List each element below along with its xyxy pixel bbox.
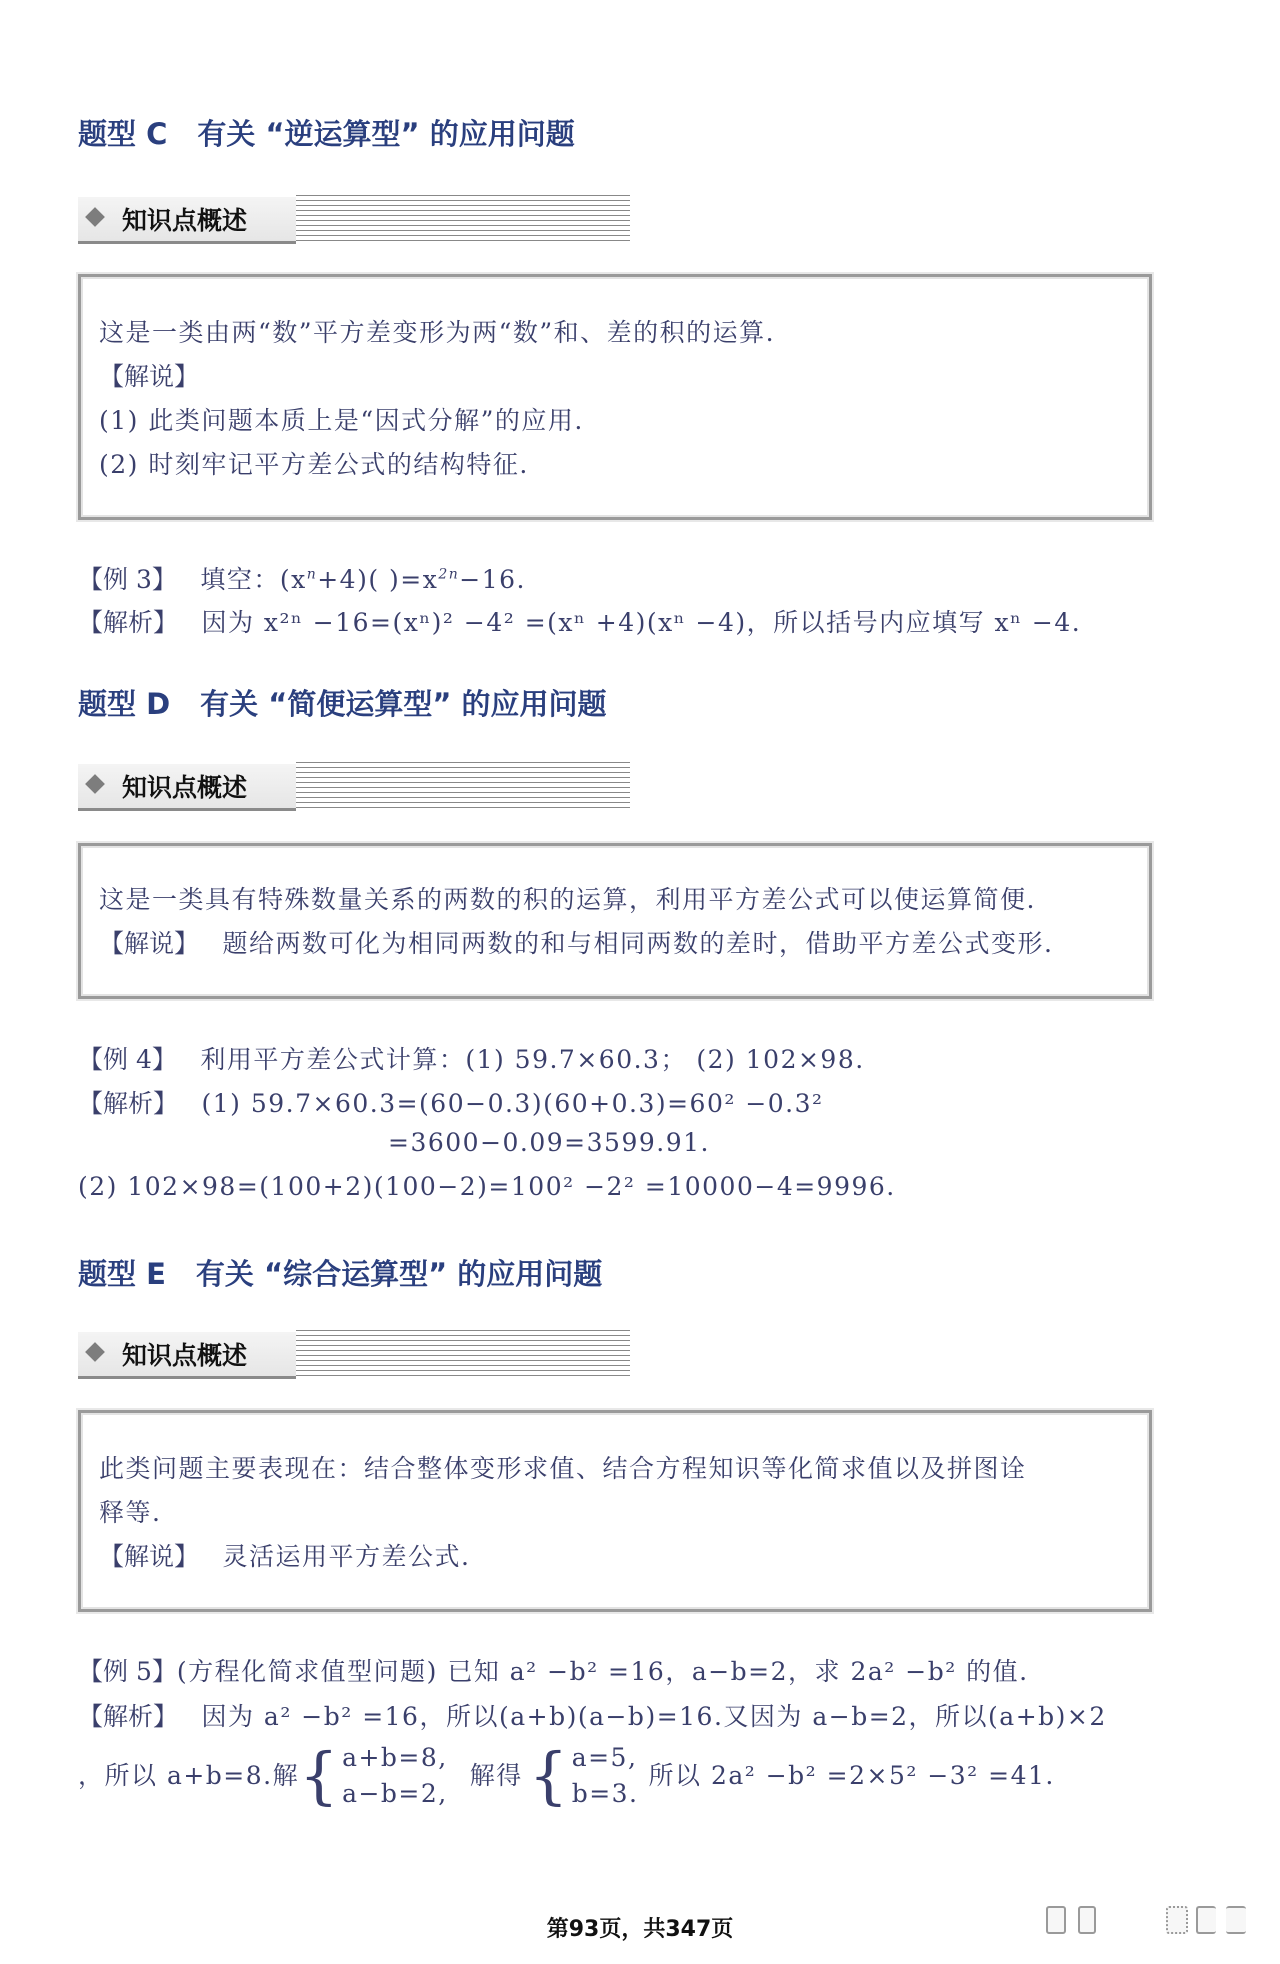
- box-text-line: (1) 此类问题本质上是“因式分解”的应用.: [99, 406, 584, 435]
- section-e-knowledge-banner: [78, 1330, 630, 1380]
- page-thumbnail-icon[interactable]: [1196, 1906, 1216, 1934]
- section-d-heading: [78, 682, 606, 723]
- example-math: (x: [279, 565, 307, 594]
- example-text: (方程化简求值型问题) 已知 a² −b² =16，a−b=2，求 2a² −b² 的值.: [176, 1657, 1029, 1686]
- page-thumbnail-icon[interactable]: [1226, 1906, 1246, 1934]
- solution-4-line3: (2) 102×98=(100+2)(100−2)=100² −2² =10000−4=9996.: [78, 1172, 896, 1201]
- box-jieshuo-label: 【解说】: [99, 362, 200, 391]
- page-thumbnail-icon[interactable]: [1166, 1906, 1188, 1934]
- box-jieshuo-label: 【解说】: [99, 1542, 200, 1571]
- equation-row: a=5,: [571, 1743, 638, 1772]
- example-text: 填空：: [200, 565, 280, 594]
- section-e-heading: [78, 1252, 602, 1293]
- box-jieshuo-line: [99, 924, 1053, 960]
- page-thumbnail-icon[interactable]: [1078, 1906, 1096, 1934]
- equation-row: a−b=2,: [342, 1779, 448, 1808]
- box-jieshuo-line: [99, 1537, 470, 1573]
- section-d-knowledge-box: [78, 843, 1152, 999]
- solution-label: 【解析】: [78, 1702, 179, 1731]
- example-5: [78, 1652, 1029, 1688]
- page-number: 第93页，共347页: [546, 1917, 734, 1942]
- example-label: 【例 5】: [78, 1657, 177, 1686]
- solution-4: [78, 1084, 824, 1120]
- example-text: 利用平方差公式计算：(1) 59.7×60.3； (2) 102×98.: [200, 1045, 865, 1074]
- solution-4-line2: =3600−0.09=3599.91.: [388, 1128, 710, 1157]
- example-label: 【例 3】: [78, 565, 177, 594]
- example-label: 【例 4】: [78, 1045, 177, 1074]
- box-text-line: 这是一类由两“数”平方差变形为两“数”和、差的积的运算.: [99, 318, 776, 347]
- box-text-line: 题给两数可化为相同两数的和与相同两数的差时，借助平方差公式变形.: [222, 929, 1054, 958]
- knowledge-banner-title: 知识点概述: [122, 206, 248, 235]
- box-text-line: 灵活运用平方差公式.: [222, 1542, 471, 1571]
- solution-3: [78, 603, 1081, 639]
- solution-text: 因为 a² −b² =16，所以(a+b)(a−b)=16.又因为 a−b=2，所以(a+b)×2: [201, 1702, 1107, 1731]
- example-3: 【例 3】 填空：$(x^n+4)$( )$=x^{2n}-16$.: [78, 565, 526, 594]
- section-e-title: 有关 “综合运算型” 的应用问题: [195, 1257, 603, 1291]
- knowledge-banner-title: 知识点概述: [122, 1341, 248, 1370]
- solution-label: 【解析】: [78, 1089, 179, 1118]
- section-e-label: 题型 E: [78, 1257, 166, 1291]
- solution-text: ，所以 a+b=8.解: [78, 1761, 300, 1790]
- section-e-knowledge-box: [78, 1410, 1152, 1612]
- solution-text: 解得: [469, 1761, 523, 1790]
- example-math-tail: +4)( )=x: [317, 565, 439, 594]
- section-c-knowledge-box: [78, 274, 1152, 520]
- section-c-title: 有关 “逆运算型” 的应用问题: [197, 117, 575, 151]
- solution-5-line2: [78, 1740, 1055, 1812]
- box-text-line: 这是一类具有特殊数量关系的两数的积的运算，利用平方差公式可以使运算简便.: [99, 885, 1036, 914]
- solution-text: 所以 2a² −b² =2×5² −3² =41.: [648, 1761, 1055, 1790]
- section-c-label: 题型 C: [78, 117, 168, 151]
- solution-5: [78, 1697, 1107, 1733]
- equation-row: a+b=8,: [342, 1743, 448, 1772]
- example-math-tail2: −16.: [459, 565, 526, 594]
- equation-row: b=3.: [571, 1779, 639, 1808]
- equation-system: [572, 1740, 639, 1812]
- section-d-knowledge-banner: [78, 762, 630, 812]
- box-jieshuo-label: 【解说】: [99, 929, 200, 958]
- solution-text: 因为 x²ⁿ −16=(xⁿ)² −4² =(xⁿ +4)(xⁿ −4)，所以括号内应填写 xⁿ −4.: [201, 608, 1082, 637]
- section-c-heading: [78, 112, 575, 153]
- left-brace: {: [528, 1739, 570, 1812]
- equation-system: [342, 1740, 448, 1812]
- page-thumbnail-icon[interactable]: [1046, 1906, 1066, 1934]
- box-text-line: (2) 时刻牢记平方差公式的结构特征.: [99, 450, 529, 479]
- box-text-line: 释等.: [99, 1498, 162, 1527]
- box-text-line: 此类问题主要表现在：结合整体变形求值、结合方程知识等化简求值以及拼图诠: [99, 1454, 1027, 1483]
- left-brace: {: [299, 1739, 341, 1812]
- section-d-title: 有关 “简便运算型” 的应用问题: [200, 687, 607, 721]
- example-4: [78, 1040, 865, 1076]
- section-c-knowledge-banner: [78, 195, 630, 245]
- knowledge-banner-title: 知识点概述: [122, 773, 248, 802]
- solution-text: (1) 59.7×60.3=(60−0.3)(60+0.3)=60² −0.3²: [201, 1089, 824, 1118]
- section-d-label: 题型 D: [78, 687, 171, 721]
- solution-label: 【解析】: [78, 608, 179, 637]
